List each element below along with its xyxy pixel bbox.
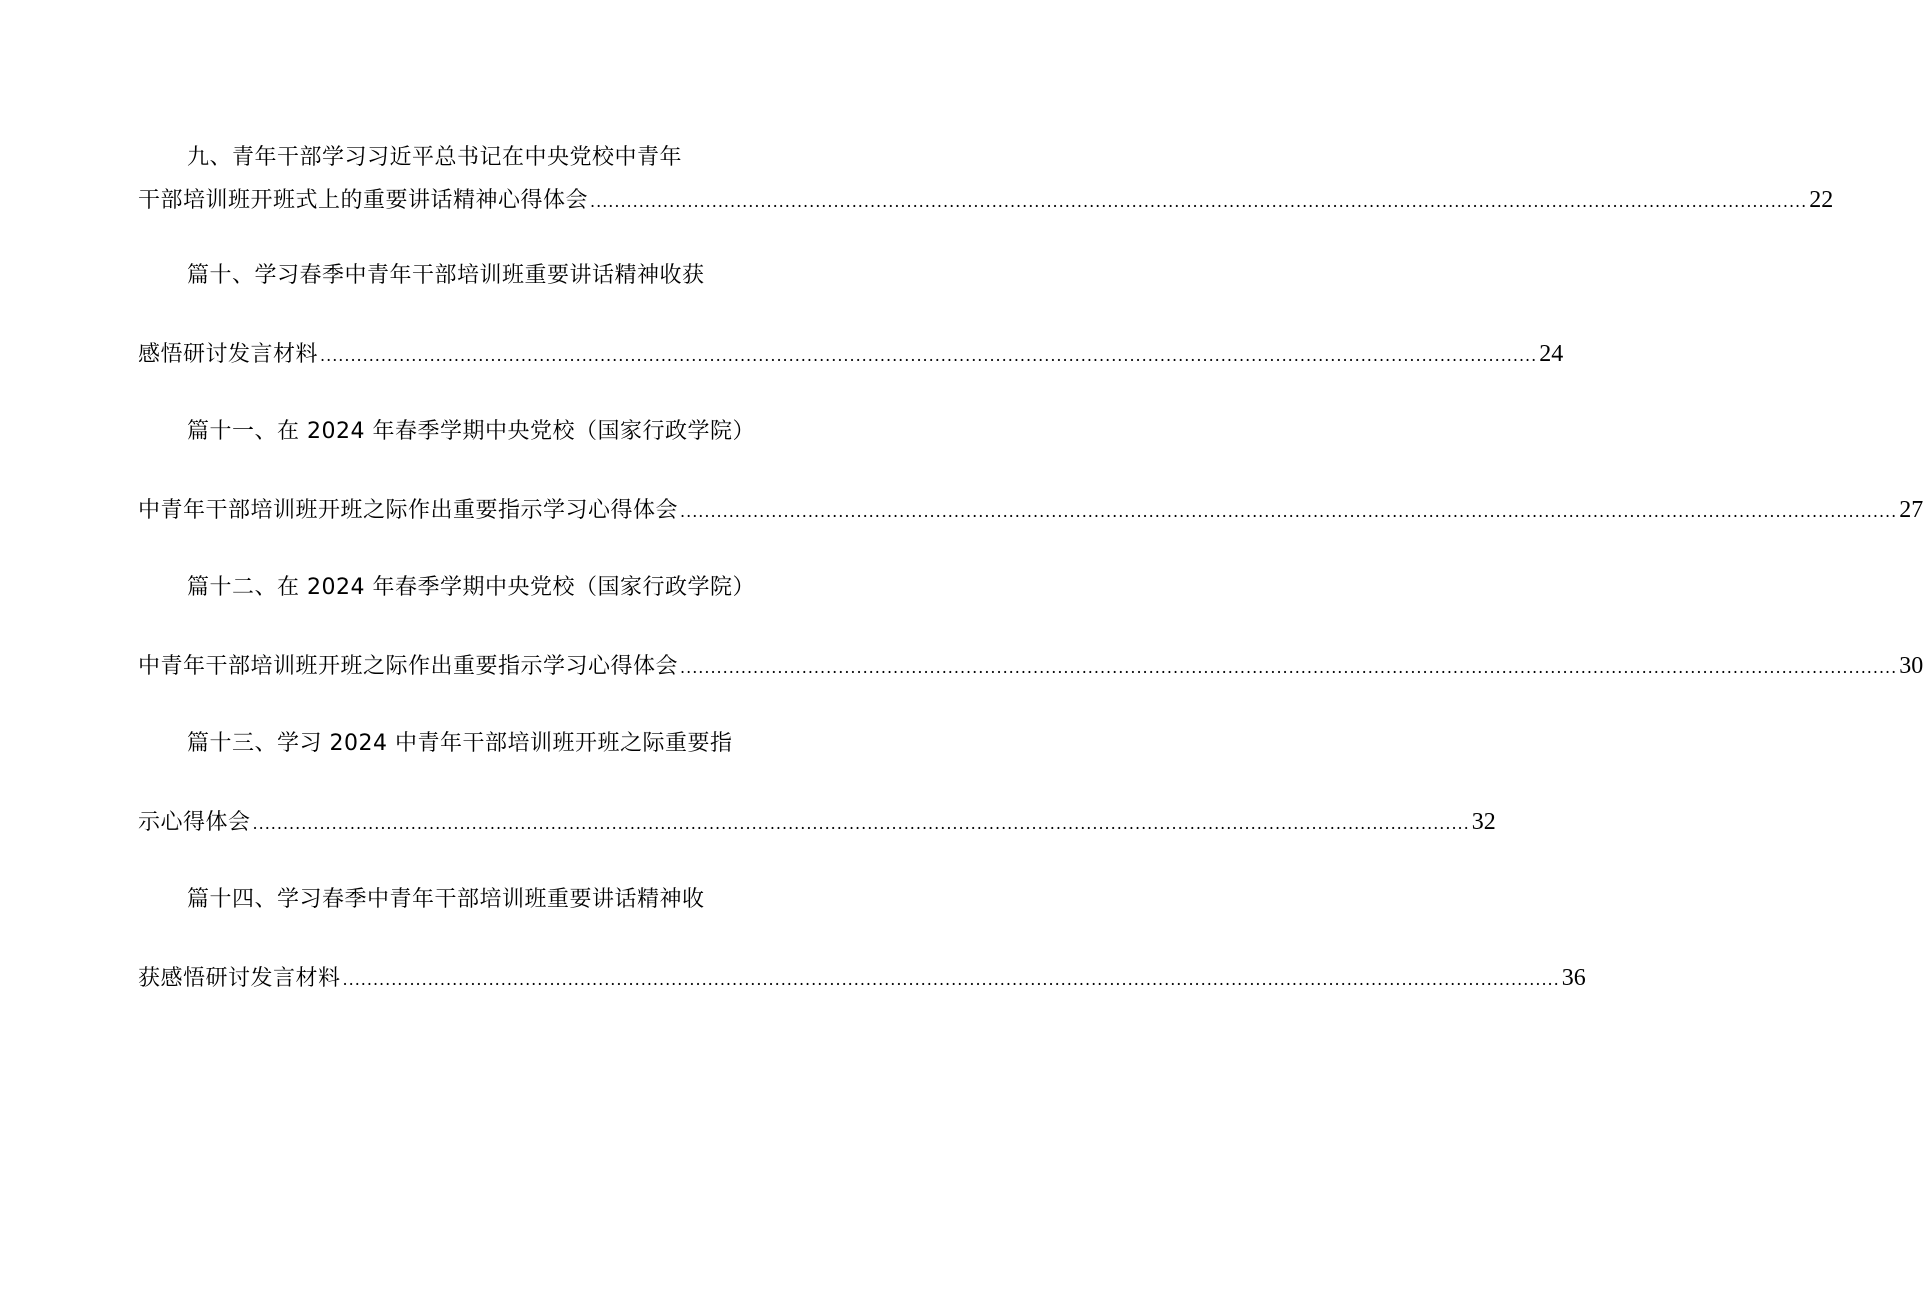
toc-entry-title-line1: 篇十三、学习 2024 中青年干部培训班开班之际重要指 [187,731,733,756]
toc-dot-leader: ........................................................................................................................................................................................................ [320,346,1538,365]
toc-entry[interactable] [138,882,1586,998]
toc-dot-leader: ........................................................................................................................................................................................................ [680,658,1898,677]
toc-entry-title-line1: 篇十二、在 2024 年春季学期中央党校（国家行政学院） [187,575,755,600]
toc-entry-title-line2: 获感悟研讨发言材料 [138,966,341,991]
toc-page-number: 36 [1561,965,1586,991]
toc-page-number: 24 [1539,341,1564,367]
toc-entry[interactable] [138,258,1564,374]
toc-entry-title-line1: 篇十一、在 2024 年春季学期中央党校（国家行政学院） [187,419,755,444]
toc-dot-leader: ........................................................................................................................................................................................................ [342,970,1560,989]
toc-entry-title-line2: 干部培训班开班式上的重要讲话精神心得体会 [138,188,589,213]
toc-page-number: 32 [1471,809,1496,835]
toc-dot-leader: ........................................................................................................................................................................................................ [680,502,1898,521]
toc-entry-title-line2: 中青年干部培训班开班之际作出重要指示学习心得体会 [138,654,679,679]
toc-entry-title-line1: 篇十四、学习春季中青年干部培训班重要讲话精神收 [187,887,705,912]
toc-page-number: 30 [1899,653,1923,679]
toc-entry[interactable] [138,570,1923,686]
toc-entry-title-line2: 感悟研讨发言材料 [138,342,319,367]
toc-page-number: 27 [1899,497,1923,523]
toc-entry[interactable] [138,140,1834,220]
toc-dot-leader: ........................................................................................................................................................................................................ [590,192,1808,211]
toc-entry-title-line1: 篇十、学习春季中青年干部培训班重要讲话精神收获 [187,263,705,288]
toc-entry[interactable] [138,726,1496,842]
toc-page-number: 22 [1809,187,1834,213]
toc-entry-title-line2: 中青年干部培训班开班之际作出重要指示学习心得体会 [138,498,679,523]
toc-entry-title-line2: 示心得体会 [138,810,251,835]
toc-entry-title-line1: 九、青年干部学习习近平总书记在中央党校中青年 [187,145,683,170]
toc-dot-leader: ........................................................................................................................................................................................................ [252,814,1470,833]
table-of-contents [138,140,1923,1038]
toc-entry[interactable] [138,414,1923,530]
